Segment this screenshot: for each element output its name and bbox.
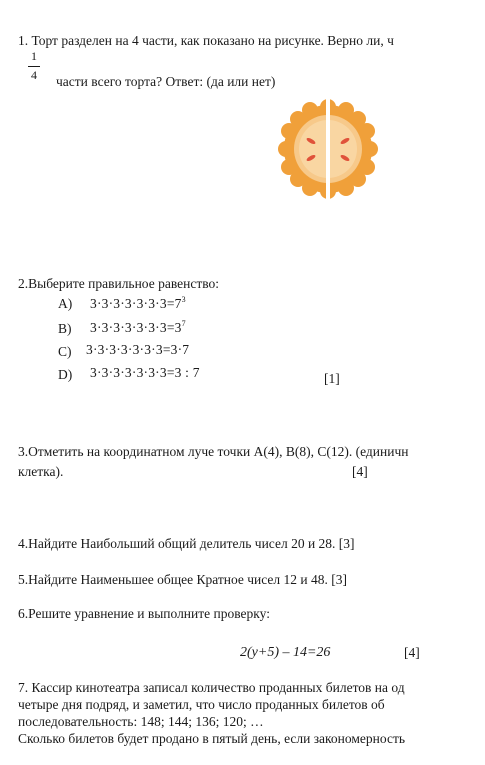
cut-pie-image <box>273 94 383 204</box>
q2-option-d-expression: 3·3·3·3·3·3·3=3 : 7 <box>90 365 200 380</box>
q2-title: 2.Выберите правильное равенство: <box>18 276 220 291</box>
q1-line2: части всего торта? Ответ: (да или нет) <box>56 74 276 89</box>
pie-cut-line <box>326 97 330 201</box>
q1-fraction-numerator: 1 <box>31 49 37 63</box>
q2-option-a-expression: $3\cdot 3\cdot 3\cdot 3\cdot 3\cdot 3\cdot 3=7^3$ <box>90 295 186 311</box>
q6-equation: 2(y+5) – 14=26 <box>240 645 331 660</box>
q2-option-a-letter: A) <box>58 296 73 311</box>
q2-option-b-letter: B) <box>58 321 72 336</box>
q2-option-b-expression: $3\cdot 3\cdot 3\cdot 3\cdot 3\cdot 3\cdot 3=3^7$ <box>90 319 186 335</box>
q6-points: [4] <box>404 645 420 660</box>
q3-line2: клетка). <box>18 464 64 479</box>
q4-text: 4.Найдите Наибольший общий делитель чисел 20 и 28. [3] <box>18 536 355 551</box>
q2-option-d-letter: D) <box>58 367 73 382</box>
q1-fraction-denominator: 4 <box>31 68 37 82</box>
q5-text: 5.Найдите Наименьшее общее Кратное чисел 12 и 48. [3] <box>18 572 348 587</box>
q7-line4: Сколько билетов будет продано в пятый день, если закономерность <box>18 731 406 746</box>
q3-points: [4] <box>352 464 368 479</box>
q6-title: 6.Решите уравнение и выполните проверку: <box>18 606 270 621</box>
q7-line1: 7. Кассир кинотеатра записал количество проданных билетов на од <box>18 680 405 695</box>
q7-line2: четыре дня подряд, и заметил, что число проданных билетов об <box>18 697 385 712</box>
q2-option-c-letter: C) <box>58 344 72 359</box>
q1-fraction-bar <box>28 66 40 67</box>
q7-line3: последовательность: 148; 144; 136; 120; … <box>18 714 264 729</box>
q1-line1: 1. Торт разделен на 4 части, как показано на рисунке. Верно ли, ч <box>18 33 394 48</box>
q2-option-c-expression: 3·3·3·3·3·3·3=3·7 <box>86 342 190 357</box>
q2-points: [1] <box>324 371 340 386</box>
q3-line1: 3.Отметить на координатном луче точки A(4), B(8), C(12). (единичн <box>18 444 409 459</box>
